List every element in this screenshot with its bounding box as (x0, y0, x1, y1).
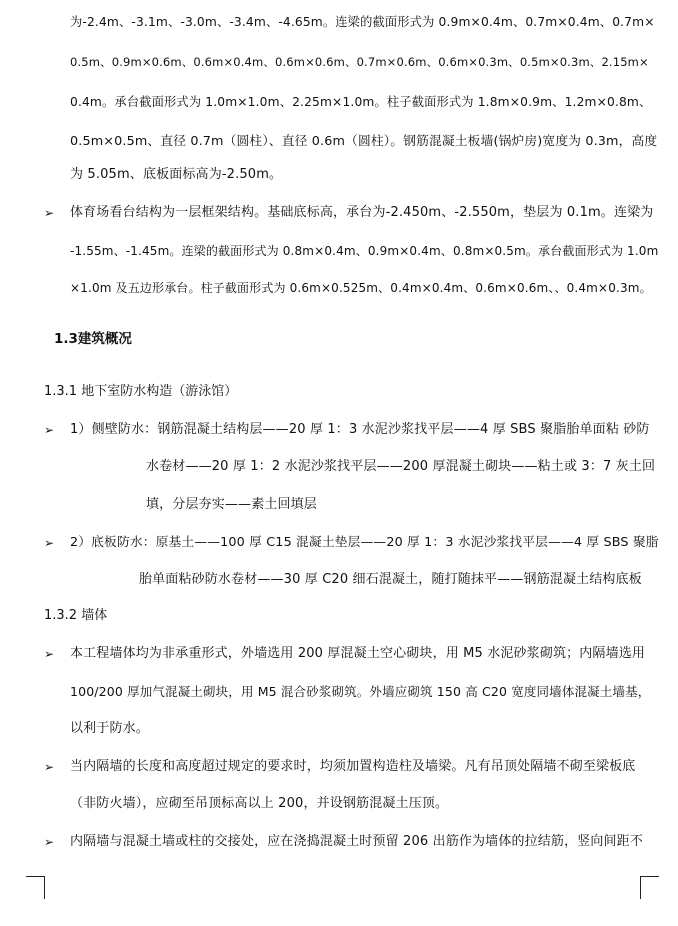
block2-line-2: -1.55m、-1.45m。连梁的截面形式为 0.8m×0.4m、0.9m×0.4m、0.8m×0.5m。承台截面形式为 1.0m (70, 244, 659, 258)
item4-line-1: 当内隔墙的长度和高度超过规定的要求时，均须加置构造柱及墙梁。凡有吊顶处隔墙不砌至梁板底 (70, 759, 636, 774)
bullet-icon: ➢ (44, 760, 55, 774)
section-heading: 1.3建筑概况 (54, 331, 132, 347)
item5-line-1: 内隔墙与混凝土墙或柱的交接处，应在浇捣混凝土时预留 206 出筋作为墙体的拉结筋，竖向间距不 (70, 834, 643, 849)
item2-line-1: 2）底板防水：原基土——100 厚 C15 混凝土垫层——20 厚 1：3 水泥沙浆找平层——4 厚 SBS 聚脂 (70, 535, 659, 550)
bullet-icon: ➢ (44, 536, 55, 550)
item3-line-3: 以利于防水。 (70, 721, 149, 736)
block2-line-3: ×1.0m 及五边形承台。柱子截面形式为 0.6m×0.525m、0.4m×0.4m、0.6m×0.6m、、0.4m×0.3m。 (70, 281, 652, 295)
item1-line-1: 1）侧壁防水：钢筋混凝土结构层——20 厚 1：3 水泥沙浆找平层——4 厚 SBS 聚脂胎单面粘 砂防 (70, 422, 650, 437)
block1-line-2: 0.5m、0.9m×0.6m、0.6m×0.4m、0.6m×0.6m、0.7m×0.6m、0.6m×0.3m、0.5m×0.3m、2.15m× (70, 55, 649, 69)
page-corner-mark-left (26, 876, 45, 899)
page-corner-mark-right (640, 876, 659, 899)
block2-line-1: 体育场看台结构为一层框架结构。基础底标高，承台为-2.450m、-2.550m，垫层为 0.1m。连梁为 (70, 205, 654, 220)
item4-line-2: （非防火墙），应砌至吊顶标高以上 200，并设钢筋混凝土压顶。 (70, 796, 449, 811)
block1-line-3: 0.4m。承台截面形式为 1.0m×1.0m、2.25m×1.0m。柱子截面形式为 1.8m×0.9m、1.2m×0.8m、 (70, 95, 652, 109)
bullet-icon: ➢ (44, 835, 55, 849)
block1-line-1: 为-2.4m、-3.1m、-3.0m、-3.4m、-4.65m。连梁的截面形式为 0.9m×0.4m、0.7m×0.4m、0.7m× (70, 15, 655, 29)
item1-line-3: 填，分层夯实——素土回填层 (146, 497, 317, 512)
item3-line-1: 本工程墙体均为非承重形式，外墙选用 200 厚混凝土空心砌块，用 M5 水泥砂浆砌筑；内隔墙选用 (70, 646, 646, 661)
subsection-heading-basement: 1.3.1 地下室防水构造（游泳馆） (44, 384, 238, 399)
block1-line-4: 0.5m×0.5m、直径 0.7m（圆柱）、直径 0.6m（圆柱）。钢筋混凝土板墙(锅炉房)宽度为 0.3m，高度 (70, 134, 658, 149)
bullet-icon: ➢ (44, 647, 55, 661)
item1-line-2: 水卷材——20 厚 1：2 水泥沙浆找平层——200 厚混凝土砌块——粘土或 3：7 灰土回 (146, 459, 656, 474)
block1-line-5: 为 5.05m、底板面标高为-2.50m。 (70, 167, 283, 182)
item3-line-2: 100/200 厚加气混凝土砌块，用 M5 混合砂浆砌筑。外墙应砌筑 150 高 C20 宽度同墙体混凝土墙基， (70, 684, 651, 699)
item2-line-2: 胎单面粘砂防水卷材——30 厚 C20 细石混凝土，随打随抹平——钢筋混凝土结构底板 (139, 572, 642, 587)
subsection-heading-walls: 1.3.2 墙体 (44, 608, 108, 623)
bullet-icon: ➢ (44, 206, 55, 220)
bullet-icon: ➢ (44, 423, 55, 437)
